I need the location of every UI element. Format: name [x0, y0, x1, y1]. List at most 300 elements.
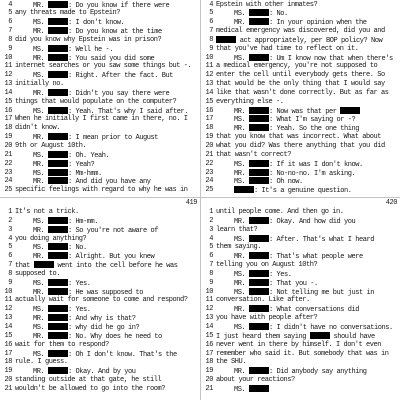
- text-segment: about your reactions?: [216, 376, 295, 385]
- line-text: [15, 358, 68, 367]
- transcript-line: [0, 288, 200, 297]
- text-segment: MR.: [234, 279, 250, 288]
- text-segment: did you know why Epstein was in prison?: [15, 35, 162, 44]
- transcript-line: [0, 160, 200, 169]
- transcript-line: [201, 323, 400, 332]
- text-segment: : He was supposed to: [68, 288, 144, 297]
- line-number: 18: [205, 124, 213, 133]
- transcript-line: [201, 332, 400, 341]
- text-segment: : Oh. Yeah.: [68, 151, 110, 160]
- text-segment: MR.: [234, 217, 250, 226]
- line-number: 16: [4, 340, 12, 349]
- transcript-line: [0, 186, 200, 195]
- text-segment: : Well he -.: [68, 45, 114, 54]
- line-number: 21: [4, 150, 12, 159]
- line-number: 25: [4, 186, 12, 195]
- line-number: 5: [209, 9, 213, 18]
- transcript-line: [201, 177, 400, 186]
- text-segment: : What conversations did: [269, 306, 360, 315]
- text-segment: : Yeah. That's why I said after.: [68, 107, 189, 116]
- text-segment: MR.: [234, 169, 250, 178]
- text-segment: MR.: [33, 160, 49, 169]
- redaction-box: [48, 288, 68, 295]
- redaction-box: [34, 261, 54, 268]
- speaker-line-text: [15, 27, 162, 36]
- speaker-line-text: [15, 217, 98, 226]
- line-number: 18: [4, 358, 12, 367]
- line-number: 7: [8, 27, 12, 36]
- line-text: [15, 142, 86, 151]
- transcript-line: [201, 305, 400, 314]
- page-number: 420: [385, 199, 397, 207]
- text-segment: MS.: [33, 45, 49, 54]
- line-text: [216, 36, 382, 45]
- line-text: [15, 124, 60, 133]
- transcript-line: [0, 243, 200, 252]
- text-segment: MS.: [33, 217, 49, 226]
- text-segment: : Mm-hmm.: [68, 169, 102, 178]
- speaker-line-text: [15, 332, 162, 341]
- text-segment: MS.: [234, 323, 250, 332]
- text-segment: never went in there by himself. I don't even: [216, 340, 382, 349]
- line-number: 12: [205, 305, 213, 314]
- redaction-box: [249, 367, 269, 374]
- text-segment: MR.: [33, 178, 49, 187]
- text-segment: MR.: [234, 306, 250, 315]
- text-segment: MR.: [33, 54, 49, 63]
- line-text: [216, 98, 284, 107]
- speaker-line-text: [15, 305, 91, 314]
- line-text: [15, 36, 161, 45]
- text-segment: : What I'm saying or -?: [269, 116, 356, 125]
- page-header: [0, 198, 200, 208]
- speaker-line-text: [15, 107, 188, 116]
- line-text: [216, 332, 375, 341]
- text-segment: : Right. After the fact. But: [68, 72, 174, 81]
- text-segment: : Didn't you say there were: [68, 89, 170, 98]
- speaker-line-text: [216, 217, 355, 226]
- text-segment: MR.: [234, 19, 250, 28]
- line-number: 11: [4, 296, 12, 305]
- redaction-box: [234, 186, 254, 193]
- redaction-box: [48, 45, 68, 52]
- line-number: 4: [8, 0, 12, 9]
- line-text: [15, 62, 191, 71]
- redaction-box: [249, 385, 269, 392]
- text-segment: : Oh I don't know. That's the: [68, 350, 177, 359]
- transcript-line: [201, 169, 400, 178]
- line-number: 18: [205, 358, 213, 367]
- redaction-box: [48, 71, 68, 78]
- redaction-box: [48, 54, 68, 61]
- line-number: 16: [205, 106, 213, 115]
- text-segment: : Not telling me but just in: [269, 288, 375, 297]
- speaker-line-text: [15, 160, 94, 169]
- line-number: 14: [4, 322, 12, 331]
- row-divider: [0, 197, 400, 198]
- speaker-line-text: [15, 243, 87, 252]
- text-segment: things that would populate on the computer?: [15, 97, 177, 106]
- speaker-line-text: [216, 124, 359, 133]
- redaction-box: [48, 27, 68, 34]
- line-text: [15, 208, 79, 217]
- text-segment: MS.: [234, 54, 250, 63]
- transcript-line: [201, 27, 400, 36]
- text-segment: the SHU.: [216, 358, 247, 367]
- redaction-box: [249, 252, 269, 259]
- text-segment: : Yes.: [269, 270, 292, 279]
- line-number: 4: [209, 234, 213, 243]
- text-segment: 9th or August 10th.: [15, 142, 87, 150]
- text-segment: MR.: [234, 368, 250, 377]
- transcript-line: [201, 115, 400, 124]
- transcript-line: [0, 107, 200, 116]
- text-segment: MS.: [33, 107, 49, 116]
- speaker-line-text: [15, 133, 158, 142]
- text-segment: : Yes.: [68, 306, 91, 315]
- speaker-line-text: [216, 288, 374, 297]
- line-number: 11: [205, 296, 213, 305]
- text-segment: : In your opinion when the: [269, 19, 367, 28]
- text-segment: : Yes.: [68, 279, 91, 288]
- line-number: 24: [205, 177, 213, 186]
- text-segment: telling you on August 10th?: [216, 261, 318, 270]
- line-number: 16: [205, 340, 213, 349]
- line-number: 4: [209, 0, 213, 9]
- text-segment: initially no.: [15, 80, 64, 89]
- transcript-line: [0, 279, 200, 288]
- transcript-lines: [0, 0, 200, 195]
- line-text: [216, 376, 295, 385]
- transcript-line: [201, 314, 400, 323]
- transcript-lines: [201, 0, 400, 195]
- transcript-line: [201, 9, 400, 18]
- redaction-box: [249, 270, 269, 277]
- text-segment: : Do you know if there were: [68, 1, 170, 10]
- text-segment: : Hm-mm.: [68, 217, 99, 226]
- page-number: 419: [185, 199, 197, 207]
- speaker-line-text: [216, 252, 363, 261]
- speaker-line-text: [15, 169, 102, 178]
- text-segment: : It's a genuine question.: [254, 187, 352, 196]
- text-segment: specific feelings with regard to why he was in: [15, 186, 188, 195]
- line-number: 18: [4, 124, 12, 133]
- transcript-line: [0, 27, 200, 36]
- line-number: 8: [209, 269, 213, 278]
- text-segment: remember who said it. But somebody that was in: [216, 349, 389, 358]
- line-number: 17: [205, 115, 213, 124]
- line-number: 3: [209, 225, 213, 234]
- redaction-box: [249, 9, 269, 16]
- transcript-line: [201, 80, 400, 89]
- redaction-box: [249, 177, 269, 184]
- line-number: 19: [4, 367, 12, 376]
- line-number: 8: [8, 35, 12, 44]
- transcript-line: [201, 261, 400, 270]
- line-number: 11: [4, 62, 12, 71]
- redaction-box: [48, 169, 68, 176]
- line-text: [15, 341, 109, 350]
- text-segment: : And did you have any: [68, 178, 151, 187]
- text-segment: : Yeah. So the one thing: [269, 125, 360, 134]
- text-segment: I just heard them saying: [216, 332, 310, 341]
- redaction-box: [249, 18, 269, 25]
- transcript-line: [201, 151, 400, 160]
- redaction-box: [249, 305, 269, 312]
- transcript-line: [201, 186, 400, 195]
- line-text: [216, 142, 385, 151]
- text-segment: them saying.: [216, 243, 262, 252]
- transcript-line: [201, 243, 400, 252]
- text-segment: didn't know.: [15, 124, 61, 133]
- transcript-line: [0, 142, 200, 151]
- transcript-line: [201, 367, 400, 376]
- text-segment: : No-no-no. I'm asking.: [269, 169, 356, 178]
- speaker-line-text: [216, 54, 393, 63]
- text-segment: MR.: [33, 28, 49, 37]
- line-number: 20: [205, 376, 213, 385]
- line-number: 7: [209, 261, 213, 270]
- transcript-line: [0, 54, 200, 63]
- transcript-line: [0, 350, 200, 359]
- transcript-line: [0, 98, 200, 107]
- text-segment: MS.: [33, 244, 49, 253]
- line-number: 6: [8, 18, 12, 27]
- text-segment: MS.: [234, 160, 250, 169]
- redaction-box: [249, 235, 269, 242]
- transcript-panel-upper-left: [0, 0, 200, 197]
- text-segment: MR.: [33, 315, 49, 324]
- text-segment: MR.: [234, 253, 250, 262]
- text-segment: what you did? Was there anything that you did: [216, 142, 385, 150]
- transcript-line: [201, 62, 400, 71]
- line-text: [15, 261, 178, 270]
- transcript-line: [201, 36, 400, 45]
- text-segment: MR.: [33, 226, 49, 235]
- transcript-line: [0, 261, 200, 270]
- speaker-line-text: [15, 367, 136, 376]
- transcript-line: [0, 1, 200, 10]
- line-text: [15, 98, 176, 107]
- line-number: 23: [205, 168, 213, 177]
- text-segment: : If it was I don't know.: [269, 160, 363, 169]
- line-text: [15, 80, 64, 89]
- transcript-line: [0, 385, 200, 394]
- text-segment: MR.: [33, 134, 49, 143]
- transcript-line: [0, 151, 200, 160]
- redaction-box: [249, 124, 269, 131]
- transcript-line: [201, 270, 400, 279]
- transcript-lines: [0, 208, 200, 394]
- transcript-line: [0, 115, 200, 124]
- line-number: 1: [8, 208, 12, 216]
- line-number: 13: [4, 314, 12, 323]
- line-number: 20: [4, 142, 12, 150]
- line-number: 17: [4, 115, 12, 124]
- redaction-box: [340, 107, 360, 114]
- line-text: [216, 243, 261, 252]
- text-segment: : Do you know at the time: [68, 28, 162, 37]
- speaker-line-text: [15, 323, 139, 332]
- transcript-panel-upper-right: [201, 0, 400, 197]
- speaker-line-text: [15, 54, 154, 63]
- page-header: [201, 198, 400, 208]
- line-number: 22: [205, 159, 213, 168]
- line-number: 13: [205, 314, 213, 323]
- transcript-line: [0, 226, 200, 235]
- transcript-panel-lower-left: [0, 198, 200, 400]
- text-segment: MS.: [33, 72, 49, 81]
- text-segment: MS.: [234, 178, 250, 187]
- speaker-line-text: [216, 160, 363, 169]
- redaction-box: [48, 323, 68, 330]
- text-segment: : Um I know now that when there's: [269, 54, 393, 63]
- redaction-box: [48, 89, 68, 96]
- text-segment: that you've had time to reflect on it.: [216, 44, 359, 53]
- line-number: 21: [205, 150, 213, 159]
- line-number: 12: [4, 305, 12, 314]
- transcript-line: [201, 341, 400, 350]
- line-text: [216, 296, 310, 305]
- transcript-line: [201, 358, 400, 367]
- line-number: 17: [205, 349, 213, 358]
- line-number: 19: [205, 367, 213, 376]
- redaction-box: [48, 151, 68, 158]
- redaction-box: [48, 350, 68, 357]
- line-number: 5: [8, 9, 12, 18]
- line-number: 20: [4, 376, 12, 385]
- transcript-panel-lower-right: [201, 198, 400, 400]
- text-segment: a medical emergency, you're not supposed to: [216, 62, 378, 71]
- text-segment: actually wait for someone to come and respond?: [15, 296, 188, 305]
- transcript-line: [201, 350, 400, 359]
- text-segment: like that wasn't done correctly. But as far as: [216, 88, 389, 97]
- redaction-box: [48, 252, 68, 259]
- text-segment: medical emergency was discovered, did you and: [216, 27, 385, 36]
- transcript-line: [201, 71, 400, 80]
- text-segment: internet searches or you saw some things but -.: [15, 62, 192, 71]
- line-text: [15, 186, 188, 195]
- line-text: [216, 151, 291, 160]
- transcript-line: [0, 124, 200, 133]
- line-text: [216, 1, 317, 10]
- transcript-line: [0, 332, 200, 341]
- text-segment: any threats made to Epstein?: [15, 9, 121, 18]
- speaker-line-text: [15, 45, 113, 54]
- text-segment: : Okay. And by you: [68, 368, 136, 377]
- text-segment: MS.: [234, 10, 250, 19]
- redaction-box: [249, 160, 269, 167]
- line-text: [15, 115, 188, 124]
- redaction-box: [48, 305, 68, 312]
- text-segment: you doing anything?: [15, 234, 87, 243]
- redaction-box: [249, 54, 269, 61]
- transcript-line: [201, 208, 400, 217]
- text-segment: : No.: [269, 10, 288, 19]
- speaker-line-text: [216, 279, 318, 288]
- line-number: 9: [8, 44, 12, 53]
- text-segment: : After. That's what I heard: [269, 235, 375, 244]
- transcript-line: [0, 252, 200, 261]
- text-segment: supposed to.: [15, 269, 61, 278]
- transcript-line: [0, 71, 200, 80]
- line-number: 5: [8, 243, 12, 252]
- redaction-box: [249, 115, 269, 122]
- text-segment: : Alright. But you knew: [68, 253, 155, 262]
- text-segment: : So you're not aware of: [68, 226, 159, 235]
- text-segment: MR.: [234, 107, 250, 116]
- line-text: [216, 358, 246, 367]
- speaker-line-text: [15, 252, 154, 261]
- transcript-line: [201, 142, 400, 151]
- transcript-line: [201, 124, 400, 133]
- line-number: 10: [4, 53, 12, 62]
- text-segment: : why did he go in?: [68, 323, 140, 332]
- line-text: [216, 62, 377, 71]
- transcript-line: [201, 376, 400, 385]
- line-text: [216, 133, 381, 142]
- transcript-line: [201, 160, 400, 169]
- transcript-line: [0, 376, 200, 385]
- transcript-line: [201, 107, 400, 116]
- transcript-line: [201, 89, 400, 98]
- line-number: 13: [4, 80, 12, 89]
- transcript-line: [201, 217, 400, 226]
- line-number: 12: [205, 71, 213, 80]
- line-number: 7: [209, 27, 213, 36]
- line-number: 2: [8, 216, 12, 225]
- transcript-lines: [201, 208, 400, 394]
- speaker-line-text: [216, 367, 367, 376]
- transcript-line: [0, 177, 200, 186]
- line-number: 21: [205, 384, 213, 393]
- transcript-line: [0, 36, 200, 45]
- redaction-box: [48, 243, 68, 250]
- transcript-line: [0, 235, 200, 244]
- transcript-line: [201, 18, 400, 27]
- line-number: 14: [205, 88, 213, 97]
- line-number: 15: [4, 97, 12, 106]
- line-text: [216, 314, 317, 323]
- transcript-line: [0, 270, 200, 279]
- text-segment: MS.: [234, 235, 250, 244]
- speaker-line-text: [216, 235, 374, 244]
- redaction-box: [310, 332, 330, 339]
- text-segment: : You said you did some: [68, 54, 155, 63]
- transcript-line: [0, 169, 200, 178]
- text-segment: MR.: [33, 89, 49, 98]
- redaction-box: [249, 107, 269, 114]
- redaction-box: [48, 1, 68, 8]
- text-segment: act appropriately, per BOP policy? Now: [236, 36, 383, 45]
- speaker-line-text: [216, 9, 288, 18]
- text-segment: that: [15, 262, 34, 271]
- redaction-box: [249, 323, 269, 330]
- text-segment: It's not a trick.: [15, 208, 79, 216]
- text-segment: : Yeah?: [68, 160, 95, 169]
- text-segment: : No.: [68, 244, 87, 253]
- text-segment: standing outside at that gate, he still: [15, 376, 162, 385]
- transcript-line: [0, 305, 200, 314]
- redaction-box: [48, 18, 68, 25]
- text-segment: : And why is that?: [68, 315, 136, 324]
- speaker-line-text: [15, 177, 151, 186]
- text-segment: : Oh now.: [269, 178, 303, 187]
- text-segment: MS.: [33, 350, 49, 359]
- speaker-line-text: [216, 107, 360, 116]
- transcript-line: [0, 18, 200, 27]
- line-number: 23: [4, 168, 12, 177]
